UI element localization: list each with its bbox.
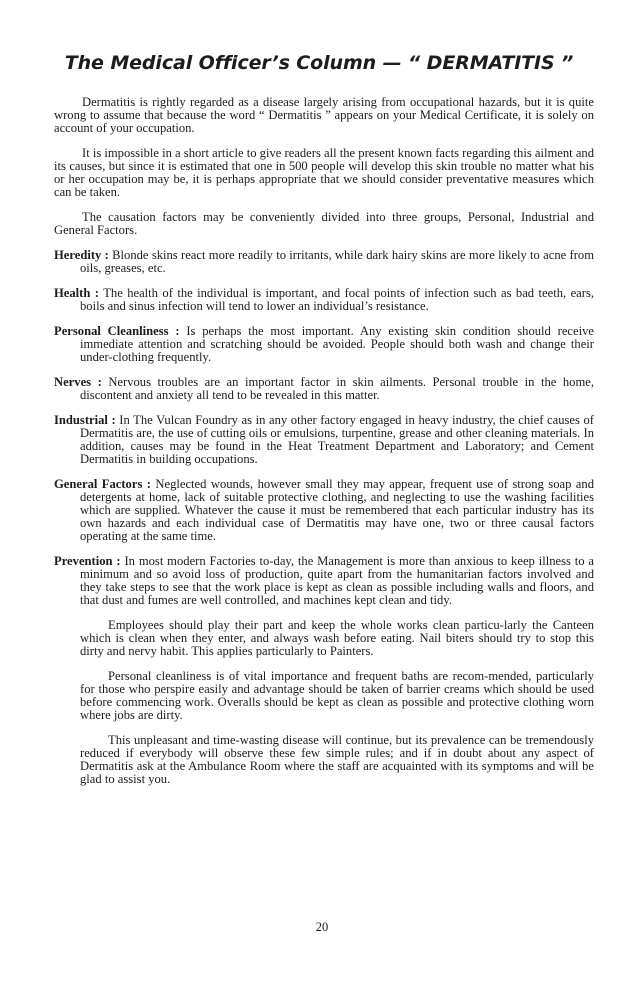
health-heading: Health : <box>54 286 99 300</box>
cleanliness-heading: Personal Cleanliness : <box>54 324 180 338</box>
industrial-heading: Industrial : <box>54 413 116 427</box>
cleanliness-text: Is perhaps the most important. Any existing skin condition should receive immediate attention and scratching should be avoided. People should both wash and change their under-clothing frequently. <box>80 324 594 364</box>
employees-paragraph: Employees should play their part and keep the whole works clean particu-larly the Canteen which is clean when they enter, and always wash before eating. Nail biters should try to stop this dirty and nervy habit. This applies particularly to Painters. <box>80 618 594 658</box>
intro-paragraph: Dermatitis is rightly regarded as a disease largely arising from occupational hazards, but it is quite wrong to assume that because the word “ Dermatitis ” appears on your Medical Certificate, it is solely on account of your occupation. <box>54 95 594 135</box>
nerves-heading: Nerves : <box>54 375 102 389</box>
prevention-heading: Prevention : <box>54 554 121 568</box>
industrial-section <box>54 414 594 466</box>
general-factors-text: Neglected wounds, however small they may appear, frequent use of strong soap and detergents at home, lack of suitable protective clothing, and neglecting to use the washing facilities which are supplied. Whatever the cause it must be remembered that each particular industry has its own hazards and each individual case of Dermatitis may have one, two or three causal factors operating at the same time. <box>80 477 594 543</box>
heredity-section <box>54 249 594 275</box>
heredity-heading: Heredity : <box>54 248 109 262</box>
personal-cleanliness-paragraph: Personal cleanliness is of vital importance and frequent baths are recom-mended, particularly for those who perspire easily and advantage should be taken of barrier creams which should be used before commencing work. Overalls should be kept as clean as possible and protective clothing worn where jobs are dirty. <box>80 669 594 722</box>
nerves-text: Nervous troubles are an important factor in skin ailments. Personal trouble in the home, discontent and anxiety all tend to be revealed in this matter. <box>80 375 594 402</box>
health-section <box>54 287 594 313</box>
article-title: The Medical Officer’s Column — “ DERMATITIS ” <box>64 52 574 74</box>
general-factors-heading: General Factors : <box>54 477 151 491</box>
health-text: The health of the individual is important, and focal points of infection such as bad teeth, ears, boils and sinus infection will tend to lower an individual’s resistance. <box>80 286 594 313</box>
prevention-section <box>54 555 594 607</box>
heredity-text: Blonde skins react more readily to irritants, while dark hairy skins are more likely to acne from oils, greases, etc. <box>80 248 594 275</box>
general-factors-section <box>54 478 594 543</box>
causation-paragraph: The causation factors may be conveniently divided into three groups, Personal, Industrial and General Factors. <box>54 210 594 237</box>
page-number: 20 <box>315 920 329 934</box>
article <box>54 52 594 798</box>
facts-paragraph: It is impossible in a short article to give readers all the present known facts regarding this ailment and its causes, but since it is estimated that one in 500 people will develop this skin trouble no matter what his or her occupation may be, it is perhaps appropriate that we should consider preventative measures which can be taken. <box>54 146 595 199</box>
industrial-text: In The Vulcan Foundry as in any other factory engaged in heavy industry, the chief causes of Dermatitis are, the use of cutting oils or emulsions, turpentine, grease and other cleaning materials. In addition, causes may be found in the Heat Treatment Department and Laboratory; and Cement Dermatitis in building occupations. <box>80 413 594 466</box>
cleanliness-section <box>54 325 594 364</box>
closing-paragraph: This unpleasant and time-wasting disease will continue, but its prevalence can be tremendously reduced if everybody will observe these few simple rules; and if in doubt about any aspect of Dermatitis ask at the Ambulance Room where the staff are acquainted with its symptoms and will be glad to assist you. <box>80 733 594 786</box>
nerves-section <box>54 376 594 402</box>
prevention-text: In most modern Factories to-day, the Management is more than anxious to keep illness to a minimum and so avoid loss of production, quite apart from the humanitarian factors involved and they take steps to see that the work place is kept as clean as possible including walls and floors, and that dust and fumes are well controlled, and machines kept clean and tidy. <box>80 554 594 607</box>
